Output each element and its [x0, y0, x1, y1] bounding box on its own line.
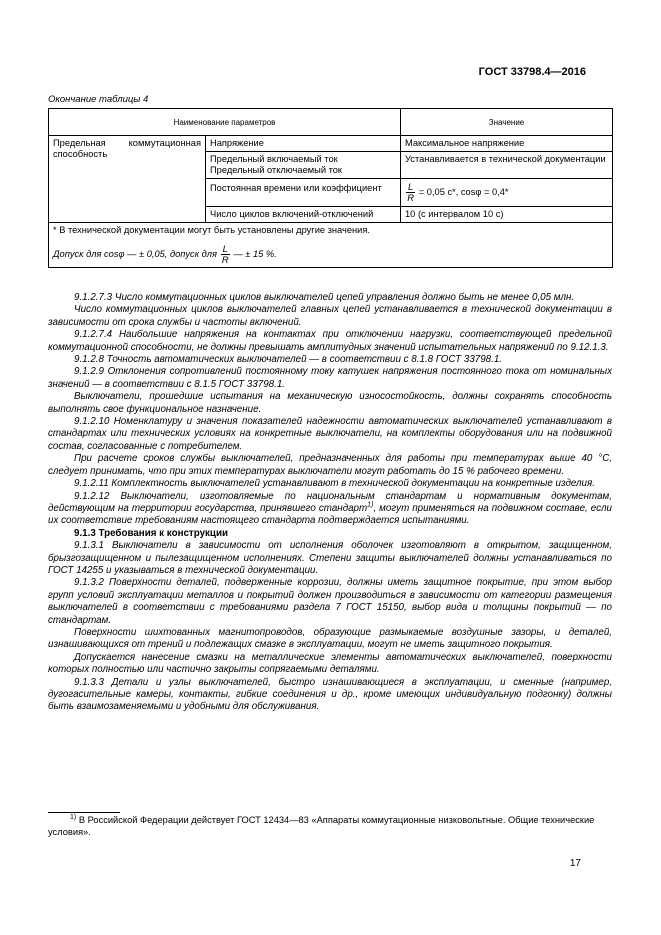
paragraph: 9.1.3.3 Детали и узлы выключателей, быстро изнашивающиеся в эксплуатации, и сменные (например, дугогасительные камеры, контакты, гибкие соединения и др., кроме имеющих индивидуальную подгонку) должны быть взаимозаменяемыми и удобными для обслуживания. — [48, 676, 612, 713]
param-cell: Число циклов включений-отключений — [206, 207, 401, 223]
standard-code: ГОСТ 33798.4—2016 — [478, 66, 586, 78]
note-tolerance — [53, 244, 608, 265]
paragraph: 9.1.2.10 Номенклатуру и значения показателей надежности автоматических выключателей устанавливают в стандартах или технических условиях на конкретные выключатели, на комплекты оборудования или на подвижной состав, согласованные с потребителем. — [48, 416, 612, 452]
paragraph — [48, 491, 612, 528]
paragraph: При расчете сроков службы выключателей, предназначенных для работы при температурах выше 40 °С, следует принимать, что при этих температурах выключатели могут работать до 15 % рабочего времени. — [48, 453, 612, 477]
param-line: Предельный включаемый ток — [210, 154, 338, 164]
fraction-denominator: R — [407, 193, 414, 203]
tolerance-fraction — [221, 244, 230, 265]
table-note-row — [49, 223, 613, 268]
column-header-params: Наименование параметров — [49, 109, 401, 136]
paragraph: Поверхности шихтованных магнитопроводов, образующие размыкаемые воздушные зазоры, и деталей, изнашивающихся от трений и подлежащих смазке в эксплуатации, могут не иметь защитного покрытия. — [48, 626, 612, 651]
note-tolerance-start: Допуск для cosφ — ± 0,05, допуск для — [53, 248, 218, 259]
fraction-numerator: L — [408, 182, 414, 192]
paragraph: 9.1.2.7.3 Число коммутационных циклов выключателей цепей управления должно быть не менее 0,05 млн. — [74, 292, 575, 303]
table-caption: Окончание таблицы 4 — [48, 94, 149, 105]
document-body — [48, 292, 612, 714]
table-notes — [49, 223, 613, 268]
footnote-separator — [48, 812, 120, 813]
value-cell — [401, 179, 613, 207]
value-cell: Максимальное напряжение — [401, 136, 613, 152]
column-header-value: Значение — [401, 109, 613, 136]
param-cell: Напряжение — [206, 136, 401, 152]
paragraph: 9.1.3.1 Выключатели в зависимости от исполнения оболочек изготовляют в открытом, защищенном, брызгозащищенном и пылезащищенном исполнениях. Степени защиты выключателей должны устанавливаться по ГОСТ 14255 и указываться в технической документации. — [48, 540, 612, 576]
footnote-ref[interactable]: 1) — [367, 501, 374, 509]
ratio-fraction — [406, 182, 415, 203]
parameters-table — [48, 108, 613, 268]
section-heading: 9.1.3 Требования к конструкции — [74, 527, 229, 539]
paragraph: 9.1.2.11 Комплектность выключателей устанавливают в технической документации на конкретные изделия. — [74, 478, 595, 490]
paragraph: 9.1.2.7.4 Наибольшие напряжения на контактах при отключении нагрузки, соответствующей предельной коммутационной способности, не должны превышать амплитудных значений испытательных напряжений по 9.12.1.3. — [48, 329, 612, 353]
note-footnote-star: * В технической документации могут быть установлены другие значения. — [53, 225, 370, 235]
fraction-numerator: L — [222, 244, 228, 254]
table-header-row — [49, 109, 613, 136]
paragraph: Выключатели, прошедшие испытания на механическую износостойкость, должны сохранять способность выполнять свое функциональное назначение. — [48, 391, 612, 415]
param-cell — [206, 152, 401, 179]
paragraph: 9.1.2.8 Точность автоматических выключателей — в соответствии с 8.1.8 ГОСТ 33798.1. — [74, 354, 503, 366]
group-label: Предельная коммутационная способность — [49, 136, 206, 223]
paragraph: Число коммутационных циклов выключателей главных цепей устанавливается в технической документации в зависимости от срока службы и частоты включений. — [48, 304, 612, 328]
page-number: 17 — [569, 858, 581, 869]
footnote-marker: 1) — [70, 813, 77, 821]
param-cell: Постоянная времени или коэффициент — [206, 179, 401, 207]
note-tolerance-end: — ± 15 %. — [233, 248, 277, 259]
paragraph: 9.1.2.9 Отклонения сопротивлений постоянному току катушек напряжения постоянного тока от номинальных значений — в соответствии с 8.1.5 ГОСТ 33798.1. — [48, 366, 612, 390]
value-cell: Устанавливается в технической документации — [401, 152, 613, 179]
paragraph: Допускается нанесение смазки на металлические элементы автоматических выключателей, поверхности которых полностью или частично закрыты сопрягаемыми деталями. — [48, 651, 612, 676]
table-row — [49, 136, 613, 152]
footnote — [48, 815, 612, 838]
paragraph-text: , могут применяться на подвижном составе, если их соответствие требованиям настоящего стандарта подтверждается испытаниями. — [48, 502, 613, 527]
paragraph-text: 9.1.2.12 Выключатели, изготовляемые по национальным стандартам и нормативным документам, действующим на территории государства, принявшего стандарт — [48, 490, 612, 514]
footnote-text: В Российской Федерации действует ГОСТ 12434—83 «Аппараты коммутационные низковольтные. Общие технические условия». — [48, 815, 595, 837]
paragraph: 9.1.3.2 Поверхности деталей, подверженные коррозии, должны иметь защитное покрытие, при этом выбор групп условий эксплуатации металлов и покрытий должен производиться в зависимости от категории размещения выключателей в соответствии с требованиями раздела 7 ГОСТ 15150, выбор вида и толщины покрытий — по стандартам. — [48, 577, 612, 626]
fraction-denominator: R — [221, 255, 229, 265]
value-rest: = 0,05 с*, cosφ = 0,4* — [418, 186, 509, 197]
value-cell: 10 (с интервалом 10 с) — [401, 207, 613, 223]
param-line: Предельный отключаемый ток — [210, 165, 342, 175]
